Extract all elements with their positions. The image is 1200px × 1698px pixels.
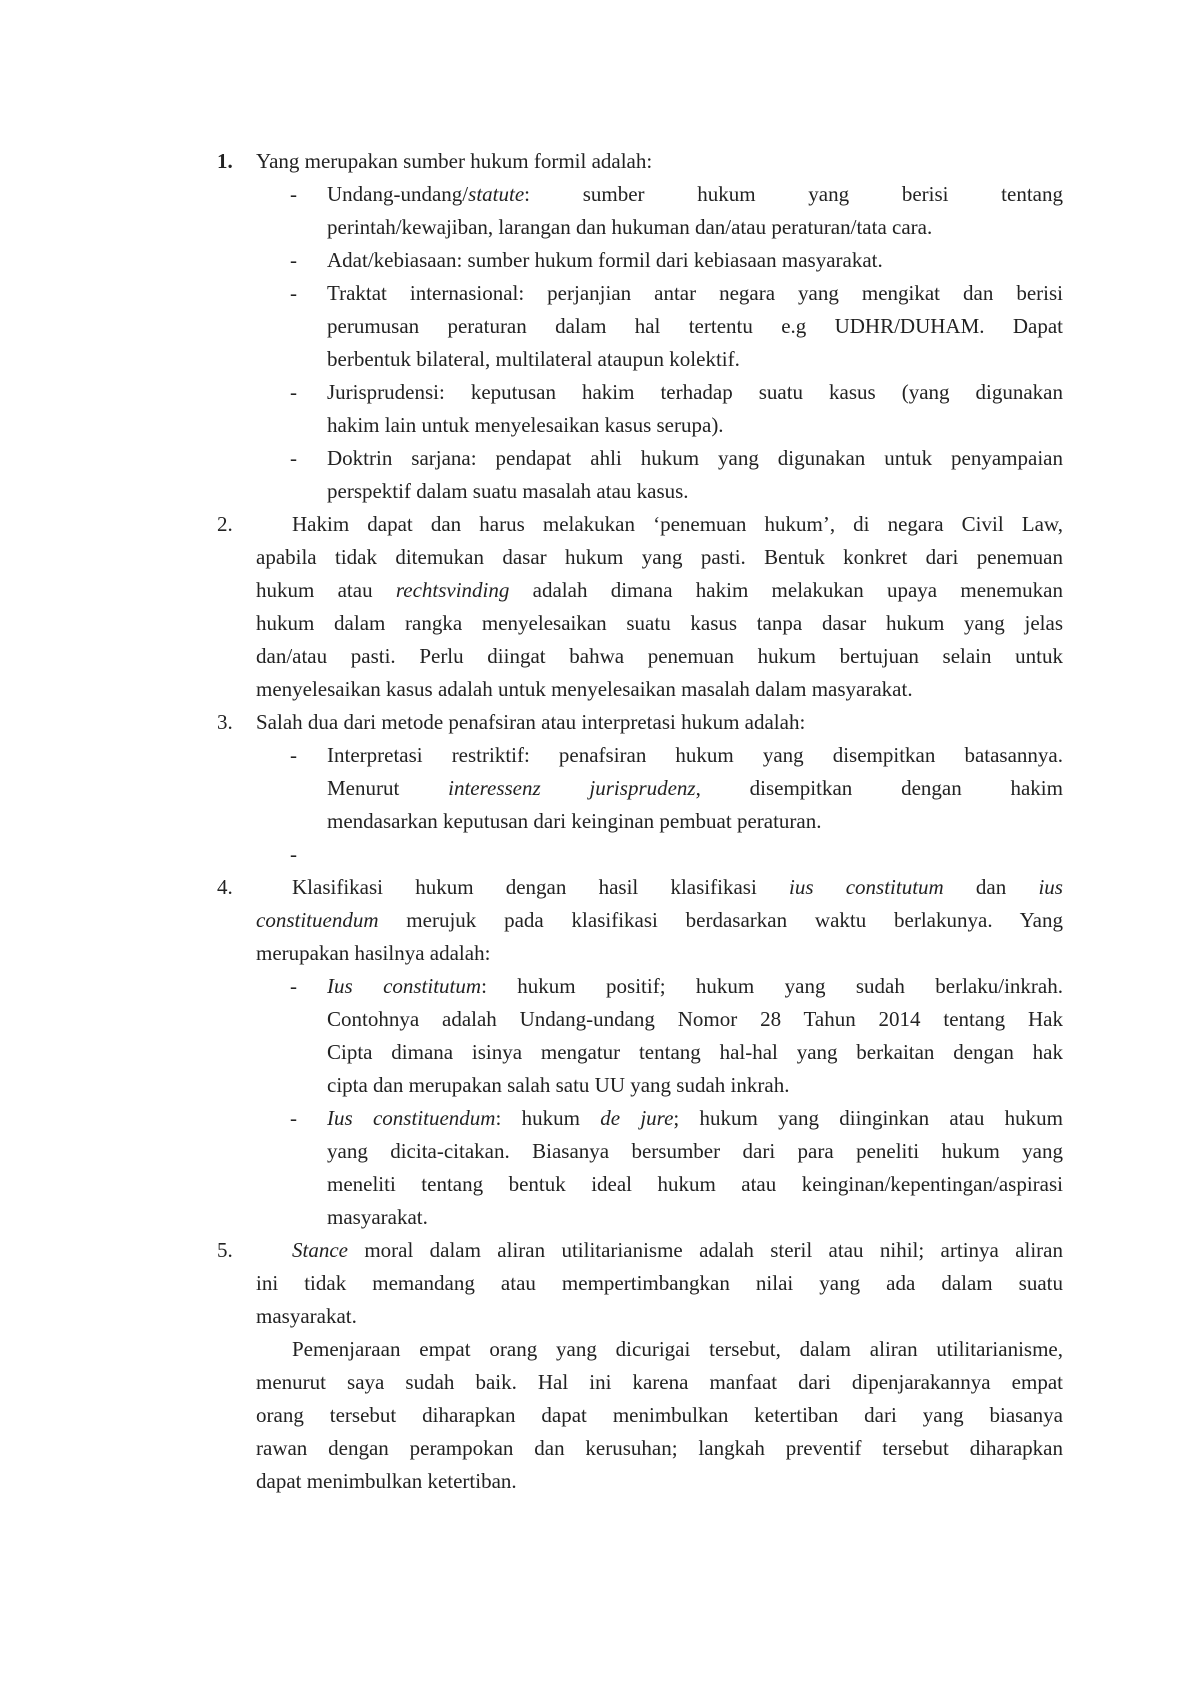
bullet-3-1-line-1: Interpretasi restriktif: penafsiran hukum yang disempitkan batasannya. bbox=[327, 743, 1063, 767]
bullet-1-1-line-1: Undang-undang/statute: sumber hukum yang berisi tentang bbox=[327, 182, 1063, 206]
bullet-4-2-line-2: yang dicita-citakan. Biasanya bersumber dari para peneliti hukum yang bbox=[327, 1139, 1063, 1163]
bullet-dash: - bbox=[290, 842, 297, 866]
bullet-4-2-line-1: Ius constituendum: hukum de jure; hukum yang diinginkan atau hukum bbox=[327, 1106, 1063, 1130]
item-5-line-2: ini tidak memandang atau mempertimbangkan nilai yang ada dalam suatu bbox=[256, 1271, 1063, 1295]
bullet-dash: - bbox=[290, 248, 297, 272]
bullet-dash: - bbox=[290, 281, 297, 305]
bullet-1-3-line-3: berbentuk bilateral, multilateral ataupun kolektif. bbox=[327, 347, 740, 371]
bullet-dash: - bbox=[290, 1106, 297, 1130]
bullet-4-1-line-4: cipta dan merupakan salah satu UU yang sudah inkrah. bbox=[327, 1073, 790, 1097]
item-4-line-2: constituendum merujuk pada klasifikasi berdasarkan waktu berlakunya. Yang bbox=[256, 908, 1063, 932]
bullet-3-1-line-3: mendasarkan keputusan dari keinginan pembuat peraturan. bbox=[327, 809, 822, 833]
item-4-line-1: Klasifikasi hukum dengan hasil klasifikasi ius constitutum dan ius bbox=[292, 875, 1063, 899]
item-5-line-1: Stance moral dalam aliran utilitarianisme adalah steril atau nihil; artinya aliran bbox=[292, 1238, 1063, 1262]
item-5-para-2-line-2: menurut saya sudah baik. Hal ini karena manfaat dari dipenjarakannya empat bbox=[256, 1370, 1063, 1394]
bullet-4-2-line-3: meneliti tentang bentuk ideal hukum atau keinginan/kepentingan/aspirasi bbox=[327, 1172, 1063, 1196]
item-2-line-4: hukum dalam rangka menyelesaikan suatu kasus tanpa dasar hukum yang jelas bbox=[256, 611, 1063, 635]
bullet-4-1-line-1: Ius constitutum: hukum positif; hukum yang sudah berlaku/inkrah. bbox=[327, 974, 1063, 998]
item-5-line-3: masyarakat. bbox=[256, 1304, 357, 1328]
item-3-intro: Salah dua dari metode penafsiran atau interpretasi hukum adalah: bbox=[256, 710, 806, 734]
bullet-dash: - bbox=[290, 743, 297, 767]
bullet-dash: - bbox=[290, 446, 297, 470]
bullet-1-3-line-1: Traktat internasional: perjanjian antar negara yang mengikat dan berisi bbox=[327, 281, 1063, 305]
item-5-para-2-line-4: rawan dengan perampokan dan kerusuhan; langkah preventif tersebut diharapkan bbox=[256, 1436, 1063, 1460]
bullet-1-3-line-2: perumusan peraturan dalam hal tertentu e.g UDHR/DUHAM. Dapat bbox=[327, 314, 1063, 338]
bullet-dash: - bbox=[290, 974, 297, 998]
item-1-intro: Yang merupakan sumber hukum formil adalah: bbox=[256, 149, 653, 173]
item-4-number: 4. bbox=[217, 875, 233, 899]
bullet-1-2-line-1: Adat/kebiasaan: sumber hukum formil dari kebiasaan masyarakat. bbox=[327, 248, 883, 272]
item-5-number: 5. bbox=[217, 1238, 233, 1262]
item-2-number: 2. bbox=[217, 512, 233, 536]
bullet-4-1-line-2: Contohnya adalah Undang-undang Nomor 28 Tahun 2014 tentang Hak bbox=[327, 1007, 1063, 1031]
item-5-para-2-line-5: dapat menimbulkan ketertiban. bbox=[256, 1469, 517, 1493]
item-4-line-3: merupakan hasilnya adalah: bbox=[256, 941, 491, 965]
item-2-line-6: menyelesaikan kasus adalah untuk menyelesaikan masalah dalam masyarakat. bbox=[256, 677, 913, 701]
bullet-4-2-line-4: masyarakat. bbox=[327, 1205, 428, 1229]
bullet-dash: - bbox=[290, 182, 297, 206]
item-2-line-2: apabila tidak ditemukan dasar hukum yang pasti. Bentuk konkret dari penemuan bbox=[256, 545, 1063, 569]
item-2-line-5: dan/atau pasti. Perlu diingat bahwa penemuan hukum bertujuan selain untuk bbox=[256, 644, 1063, 668]
item-5-para-2-line-3: orang tersebut diharapkan dapat menimbulkan ketertiban dari yang biasanya bbox=[256, 1403, 1063, 1427]
bullet-3-1-line-2: Menurut interessenz jurisprudenz, disempitkan dengan hakim bbox=[327, 776, 1063, 800]
bullet-1-5-line-2: perspektif dalam suatu masalah atau kasus. bbox=[327, 479, 689, 503]
bullet-1-4-line-1: Jurisprudensi: keputusan hakim terhadap suatu kasus (yang digunakan bbox=[327, 380, 1063, 404]
item-3-number: 3. bbox=[217, 710, 233, 734]
item-2-line-1: Hakim dapat dan harus melakukan ‘penemuan hukum’, di negara Civil Law, bbox=[292, 512, 1063, 536]
bullet-1-4-line-2: hakim lain untuk menyelesaikan kasus serupa). bbox=[327, 413, 724, 437]
item-5-para-2-line-1: Pemenjaraan empat orang yang dicurigai tersebut, dalam aliran utilitarianisme, bbox=[292, 1337, 1063, 1361]
bullet-1-5-line-1: Doktrin sarjana: pendapat ahli hukum yang digunakan untuk penyampaian bbox=[327, 446, 1063, 470]
item-1-number: 1. bbox=[217, 149, 233, 173]
bullet-1-1-line-2: perintah/kewajiban, larangan dan hukuman dan/atau peraturan/tata cara. bbox=[327, 215, 933, 239]
bullet-4-1-line-3: Cipta dimana isinya mengatur tentang hal-hal yang berkaitan dengan hak bbox=[327, 1040, 1063, 1064]
item-2-line-3: hukum atau rechtsvinding adalah dimana hakim melakukan upaya menemukan bbox=[256, 578, 1063, 602]
bullet-dash: - bbox=[290, 380, 297, 404]
